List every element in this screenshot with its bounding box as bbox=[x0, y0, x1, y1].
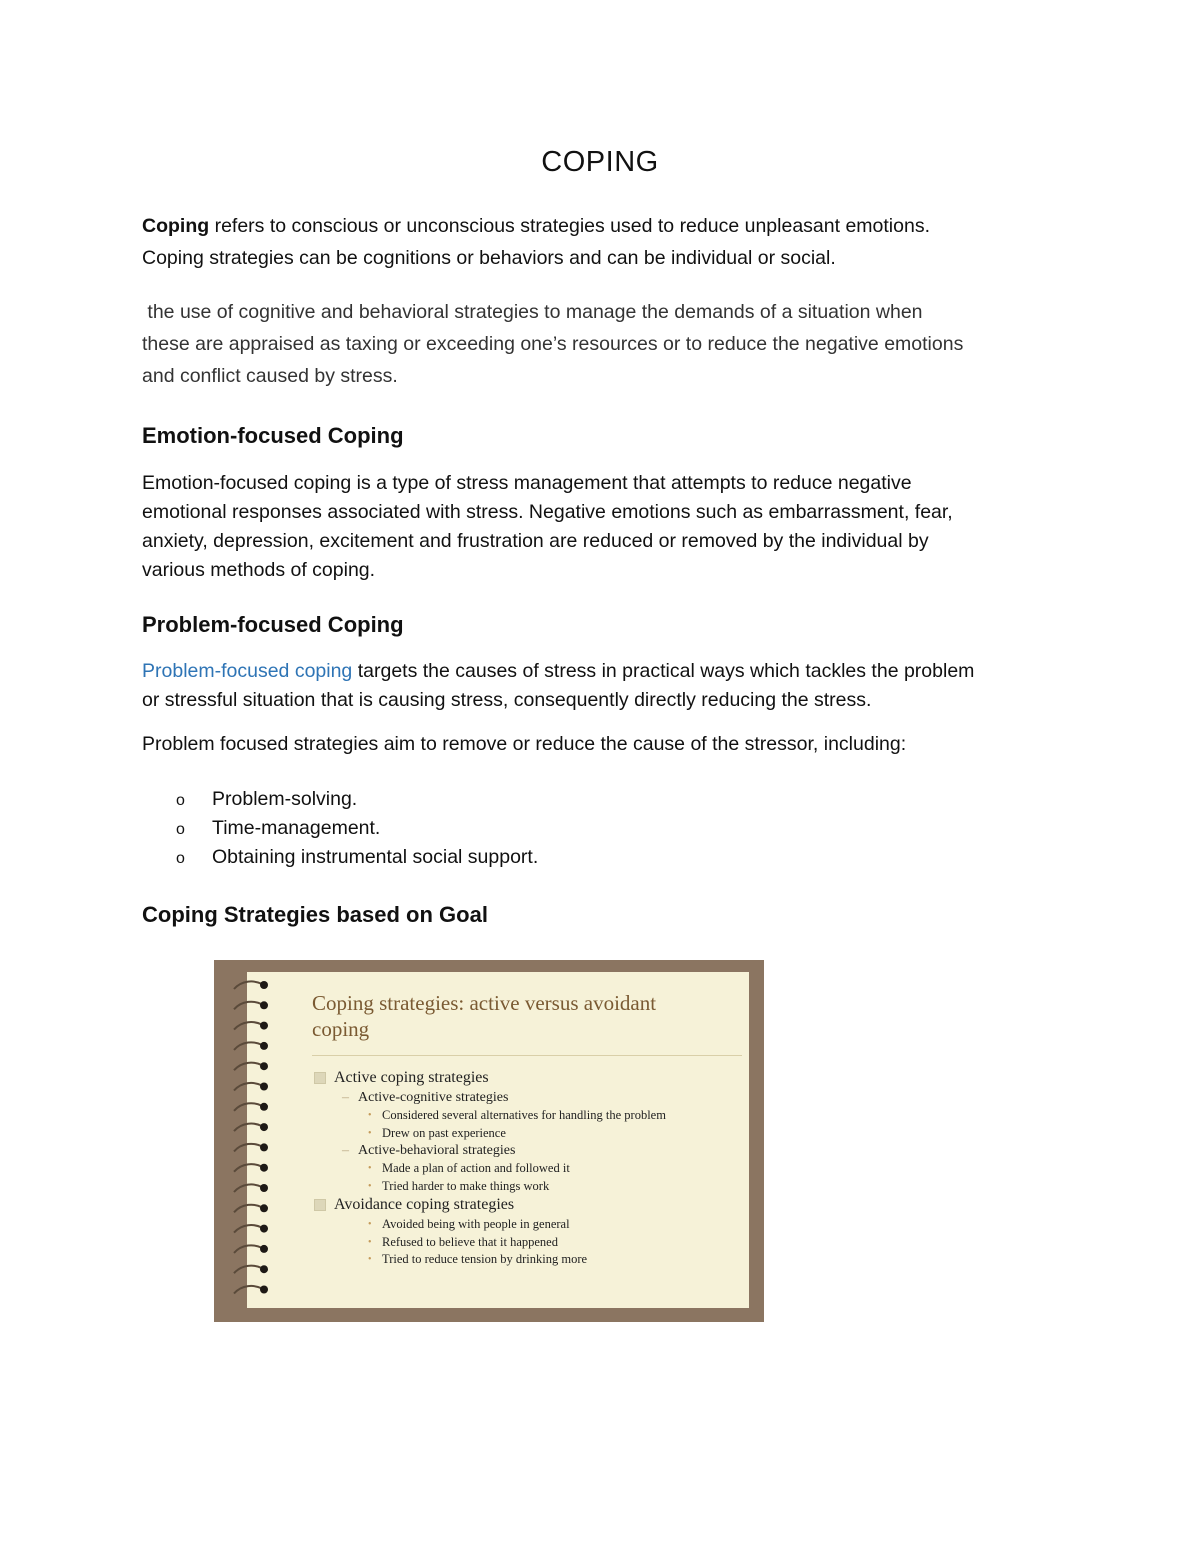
circle-bullet-icon: o bbox=[176, 850, 185, 867]
circle-bullet-icon: o bbox=[176, 792, 185, 809]
spiral-ring bbox=[234, 1063, 262, 1071]
spiral-ring bbox=[234, 1124, 262, 1132]
spiral-ring bbox=[234, 1002, 262, 1010]
dot-bullet-icon: • bbox=[368, 1254, 372, 1265]
emotion-line3: anxiety, depression, excitement and frustration are reduced or removed by the individual by bbox=[142, 530, 929, 552]
dash-bullet-icon: – bbox=[342, 1090, 349, 1105]
problem-line2: or stressful situation that is causing stress, consequently directly reducing the stress. bbox=[142, 689, 872, 711]
dot-bullet-icon: • bbox=[368, 1127, 372, 1139]
figure-detail: • Made a plan of action and followed it bbox=[312, 1160, 742, 1178]
dot-bullet-icon: • bbox=[368, 1180, 372, 1192]
figure-paper bbox=[247, 972, 749, 1308]
strategies-list bbox=[142, 785, 538, 872]
spiral-ring bbox=[234, 1266, 262, 1274]
spiral-ring bbox=[234, 1083, 262, 1091]
spiral-ring bbox=[234, 1184, 262, 1192]
spiral-ring bbox=[234, 1022, 262, 1030]
dot-bullet-icon: • bbox=[368, 1236, 372, 1248]
coping-strategies-figure bbox=[214, 960, 764, 1322]
spiral-ring bbox=[234, 1225, 262, 1233]
spiral-ring bbox=[234, 1164, 262, 1172]
spiral-hole bbox=[260, 1184, 268, 1192]
square-bullet-icon bbox=[314, 1199, 326, 1211]
emotion-line4: various methods of coping. bbox=[142, 559, 376, 581]
problem-line1: targets the causes of stress in practical ways which tackles the problem bbox=[352, 660, 975, 682]
spiral-hole bbox=[260, 1001, 268, 1009]
spiral-hole bbox=[260, 1143, 268, 1151]
spiral-hole bbox=[260, 1022, 268, 1030]
spiral-hole bbox=[260, 1225, 268, 1233]
intro-line2: Coping strategies can be cognitions or behaviors and can be individual or social. bbox=[142, 247, 836, 269]
spiral-ring bbox=[234, 1103, 262, 1111]
circle-bullet-icon: o bbox=[176, 821, 185, 838]
figure-detail: • Drew on past experience bbox=[312, 1125, 742, 1143]
spiral-hole bbox=[260, 1123, 268, 1131]
spiral-ring bbox=[234, 981, 262, 989]
spiral-ring bbox=[234, 1144, 262, 1152]
dot-bullet-icon: • bbox=[368, 1219, 372, 1230]
spiral-ring bbox=[234, 1205, 262, 1213]
emotion-paragraph bbox=[142, 469, 1072, 585]
figure-detail: • Refused to believe that it happened bbox=[312, 1234, 742, 1252]
emotion-heading: Emotion-focused Coping bbox=[142, 423, 404, 448]
figure-divider bbox=[312, 1055, 742, 1056]
document-title: COPING bbox=[541, 146, 659, 178]
emotion-line1: Emotion-focused coping is a type of stress management that attempts to reduce negative bbox=[142, 472, 912, 494]
figure-subitem: – Active-cognitive strategies bbox=[342, 1090, 509, 1105]
dot-bullet-icon: • bbox=[368, 1110, 372, 1121]
figure-title: Coping strategies: active versus avoidant coping bbox=[312, 991, 657, 1041]
intro-line1: refers to conscious or unconscious strategies used to reduce unpleasant emotions. bbox=[209, 215, 930, 237]
emotion-line2: emotional responses associated with stress. Negative emotions such as embarrassment, fear, bbox=[142, 501, 953, 523]
figure-detail: • Avoided being with people in general bbox=[312, 1216, 742, 1234]
spiral-hole bbox=[260, 981, 268, 989]
square-bullet-icon bbox=[314, 1072, 326, 1084]
figure-detail: • Considered several alternatives for handling the problem bbox=[312, 1107, 742, 1125]
notebook-spiral-icon bbox=[224, 976, 274, 1306]
spiral-ring bbox=[234, 1245, 262, 1253]
spiral-ring bbox=[234, 1042, 262, 1050]
list-item: o Time-management. bbox=[142, 814, 538, 843]
spiral-ring bbox=[234, 1286, 262, 1294]
list-item: o Obtaining instrumental social support. bbox=[142, 843, 538, 872]
figure-subitem: – Active-behavioral strategies bbox=[342, 1143, 516, 1158]
spiral-hole bbox=[260, 1042, 268, 1050]
figure-item-avoidance: Avoidance coping strategies bbox=[312, 1195, 742, 1215]
definition-paragraph bbox=[142, 296, 1072, 392]
dot-bullet-icon: • bbox=[368, 1163, 372, 1174]
strategies-intro: Problem focused strategies aim to remove or reduce the cause of the stressor, including: bbox=[142, 733, 907, 755]
spiral-hole bbox=[260, 1083, 268, 1091]
problem-paragraph bbox=[142, 657, 1072, 715]
spiral-hole bbox=[260, 1164, 268, 1172]
intro-paragraph bbox=[142, 210, 1072, 274]
figure-detail: • Tried to reduce tension by drinking more bbox=[312, 1251, 742, 1269]
definition-line3: and conflict caused by stress. bbox=[142, 365, 398, 387]
spiral-hole bbox=[260, 1265, 268, 1273]
definition-line1: the use of cognitive and behavioral strategies to manage the demands of a situation when bbox=[142, 301, 923, 323]
goal-heading: Coping Strategies based on Goal bbox=[142, 902, 488, 927]
intro-bold-term: Coping bbox=[142, 215, 210, 237]
list-item: o Problem-solving. bbox=[142, 785, 538, 814]
definition-line2: these are appraised as taxing or exceeding one’s resources or to reduce the negative emotions bbox=[142, 333, 964, 355]
spiral-hole bbox=[260, 1062, 268, 1070]
figure-item-active: Active coping strategies bbox=[312, 1068, 742, 1088]
spiral-hole bbox=[260, 1204, 268, 1212]
spiral-hole bbox=[260, 1286, 268, 1294]
figure-outline bbox=[312, 1068, 742, 1269]
figure-detail: • Tried harder to make things work bbox=[312, 1178, 742, 1196]
spiral-hole bbox=[260, 1103, 268, 1111]
problem-heading: Problem-focused Coping bbox=[142, 612, 404, 637]
problem-focused-link[interactable]: Problem-focused coping bbox=[142, 660, 353, 682]
spiral-hole bbox=[260, 1245, 268, 1253]
dash-bullet-icon: – bbox=[342, 1143, 349, 1158]
